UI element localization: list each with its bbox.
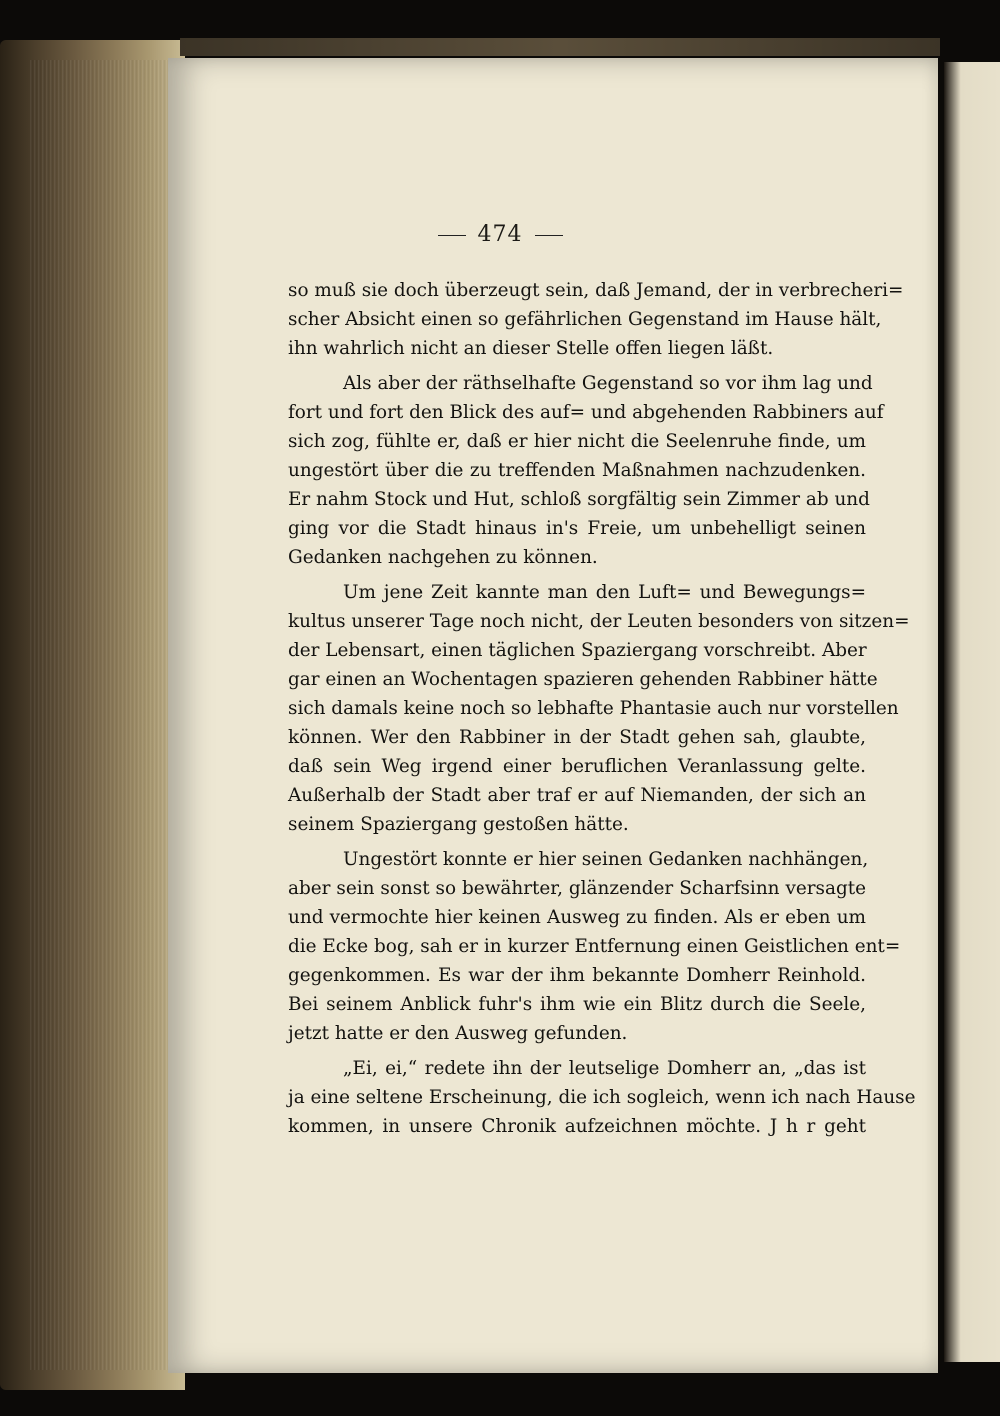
paragraph [288,1054,916,1141]
page-number: 474 [477,222,523,247]
text-line: seinem Spaziergang gestoßen hätte. [288,814,629,835]
body-text [288,276,916,1141]
text-line: Um jene Zeit kannte man den Luft= und Bewegungs= [343,582,866,603]
text-line: fort und fort den Blick des auf= und abgehenden Rabbiners auf [288,402,884,423]
page-number-header [0,222,1000,247]
text-line: aber sein sonst so bewährter, glänzender Scharfsinn versagte [288,878,866,899]
text-line: ungestört über die zu treffenden Maßnahmen nachzudenken. [288,460,866,481]
text-line: und vermochte hier keinen Ausweg zu finden. Als er eben um [288,907,866,928]
dash-right [535,235,563,236]
text-line: jetzt hatte er den Ausweg gefunden. [288,1023,628,1044]
text-line: die Ecke bog, sah er in kurzer Entfernung einen Geistlichen ent= [288,936,901,957]
paragraph [288,369,884,572]
facing-page-edge [944,62,1000,1362]
text-line: so muß sie doch überzeugt sein, daß Jemand, der in verbrecheri= [288,280,904,301]
text-line: Er nahm Stock und Hut, schloß sorgfältig sein Zimmer ab und [288,489,870,510]
text-line: ja eine seltene Erscheinung, die ich sogleich, wenn ich nach Hause [288,1087,916,1108]
text-line: daß sein Weg irgend einer beruflichen Veranlassung gelte. [288,756,866,777]
dash-left [438,235,466,236]
text-line: kultus unserer Tage noch nicht, der Leuten besonders von sitzen= [288,611,910,632]
text-line: Bei seinem Anblick fuhr's ihm wie ein Blitz durch die Seele, [288,994,866,1015]
text-line: scher Absicht einen so gefährlichen Gegenstand im Hause hält, [288,309,882,330]
text-line: Ungestört konnte er hier seinen Gedanken nachhängen, [343,849,869,870]
text-line: „Ei, ei,“ redete ihn der leutselige Domherr an, „das ist [343,1058,866,1079]
text-line: gar einen an Wochentagen spazieren gehenden Rabbiner hätte [288,669,878,690]
text-line: ihn wahrlich nicht an dieser Stelle offen liegen läßt. [288,338,774,359]
text-line: sich zog, fühlte er, daß er hier nicht die Seelenruhe finde, um [288,431,866,452]
text-line: kommen, in unsere Chronik aufzeichnen möchte. J h r geht [288,1116,866,1137]
text-line: sich damals keine noch so lebhafte Phantasie auch nur vorstellen [288,698,899,719]
paragraph [288,276,904,363]
paragraph [288,578,910,839]
text-line: der Lebensart, einen täglichen Spaziergang vorschreibt. Aber [288,640,867,661]
book-cover-top [180,38,940,56]
text-line: können. Wer den Rabbiner in der Stadt gehen sah, glaubte, [288,727,866,748]
text-line: Außerhalb der Stadt aber traf er auf Niemanden, der sich an [288,785,866,806]
text-line: Als aber der räthselhafte Gegenstand so vor ihm lag und [343,373,873,394]
text-line: gegenkommen. Es war der ihm bekannte Domherr Reinhold. [288,965,866,986]
text-line: ging vor die Stadt hinaus in's Freie, um unbehelligt seinen [288,518,866,539]
paragraph [288,845,901,1048]
page-stack [30,60,180,1370]
text-line: Gedanken nachgehen zu können. [288,547,598,568]
